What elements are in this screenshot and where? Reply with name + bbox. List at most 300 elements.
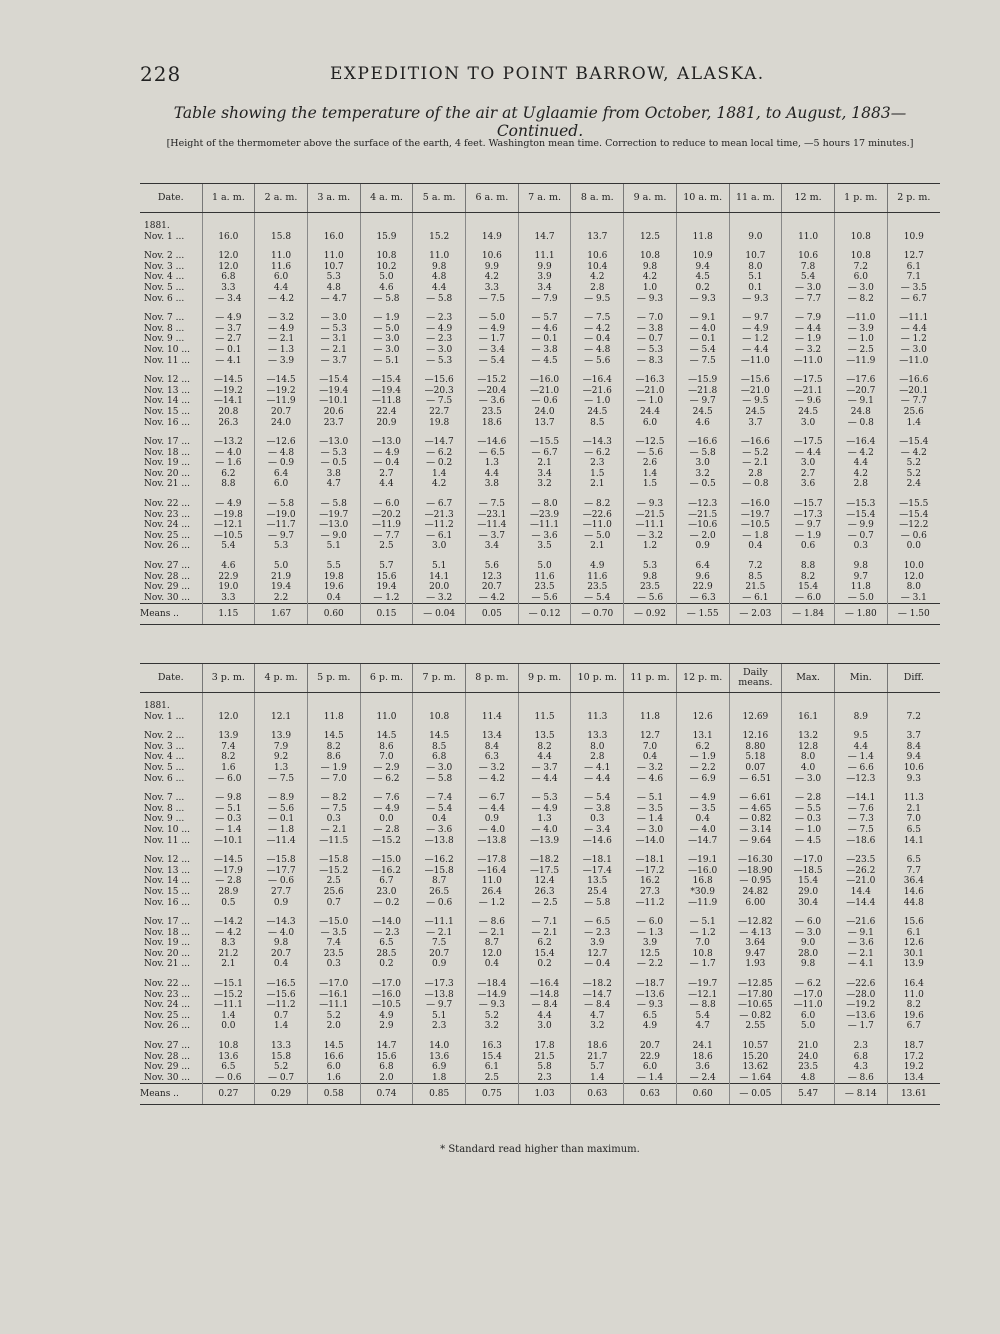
value-cell: — 9.9 (834, 520, 887, 531)
value-cell: 13.9 (255, 722, 308, 742)
value-cell: — 0.2 (360, 898, 413, 909)
value-cell (255, 693, 308, 712)
value-cell: —11.2 (624, 898, 677, 909)
value-cell: 4.2 (413, 479, 466, 490)
value-cell: — 5.3 (518, 784, 571, 804)
value-cell: —15.4 (887, 428, 940, 448)
value-cell: 21.5 (729, 582, 782, 593)
value-cell: — 4.9 (202, 304, 255, 324)
value-cell: — 4.9 (360, 448, 413, 459)
value-cell: 4.4 (518, 1011, 571, 1022)
value-cell: —16.1 (307, 990, 360, 1001)
value-cell: — 3.6 (834, 938, 887, 949)
value-cell: — 4.6 (624, 774, 677, 785)
value-cell: 14.9 (466, 232, 519, 243)
date-cell: Nov. 6 ... (144, 293, 185, 304)
value-cell: 3.8 (307, 469, 360, 480)
value-cell: 12.0 (202, 262, 255, 273)
value-cell: — 1.7 (676, 959, 729, 970)
value-cell: — 4.9 (466, 324, 519, 335)
date-cell: Nov. 17 ... (144, 917, 190, 928)
value-cell: — 7.0 (624, 304, 677, 324)
value-cell: — 5.4 (571, 593, 624, 604)
table-row (140, 552, 940, 572)
value-cell (624, 693, 677, 712)
value-cell: 5.1 (307, 541, 360, 552)
table-row (140, 356, 940, 367)
header-row (140, 184, 940, 213)
table-row (140, 242, 940, 262)
date-cell: Nov. 23 ... (144, 989, 190, 1000)
value-cell: — 4.0 (676, 825, 729, 836)
value-cell: — 5.8 (360, 294, 413, 305)
value-cell: 19.4 (255, 582, 308, 593)
value-cell: —17.0 (307, 970, 360, 990)
value-cell: —11.1 (887, 304, 940, 324)
value-cell: —15.3 (834, 490, 887, 510)
value-cell: — 7.9 (782, 304, 835, 324)
value-cell: 6.2 (676, 742, 729, 753)
table-row (140, 304, 940, 324)
value-cell: 4.7 (571, 1011, 624, 1022)
value-cell: — 0.4 (571, 334, 624, 345)
value-cell: — 5.4 (571, 784, 624, 804)
value-cell: 15.9 (360, 232, 413, 243)
date-cell: Nov. 16 ... (144, 897, 190, 908)
value-cell: 26.3 (202, 418, 255, 429)
value-cell: — 9.7 (782, 520, 835, 531)
value-cell: 5.3 (255, 541, 308, 552)
value-cell: 13.3 (571, 722, 624, 742)
value-cell: —11.9 (676, 898, 729, 909)
value-cell: 9.5 (834, 722, 887, 742)
value-cell: — 5.0 (834, 593, 887, 604)
value-cell: —23.9 (518, 510, 571, 521)
value-cell: 21.2 (202, 949, 255, 960)
value-cell: 5.2 (466, 1011, 519, 1022)
value-cell: 5.2 (255, 1062, 308, 1073)
value-cell: — 2.3 (413, 304, 466, 324)
value-cell: — 4.4 (518, 774, 571, 785)
value-cell: 6.1 (887, 262, 940, 273)
value-cell: — 2.3 (571, 928, 624, 939)
value-cell: 18.6 (676, 1052, 729, 1063)
value-cell: 9.8 (413, 262, 466, 273)
value-cell: 0.9 (676, 541, 729, 552)
value-cell: — 9.7 (255, 531, 308, 542)
value-cell: 2.1 (202, 959, 255, 970)
value-cell: 9.2 (255, 752, 308, 763)
value-cell: 10.8 (834, 242, 887, 262)
value-cell: 11.4 (466, 712, 519, 723)
value-cell: —21.5 (624, 510, 677, 521)
value-cell: — 6.9 (676, 774, 729, 785)
value-cell: — 6.1 (413, 531, 466, 542)
value-cell: — 0.8 (729, 479, 782, 490)
value-cell: 8.4 (466, 742, 519, 753)
table-row (140, 876, 940, 887)
value-cell: —11.1 (202, 1000, 255, 1011)
value-cell (834, 213, 887, 232)
value-cell: — 9.0 (307, 531, 360, 542)
value-cell: 10.9 (676, 242, 729, 262)
value-cell: 0.2 (676, 283, 729, 294)
value-cell: 0.0 (202, 1021, 255, 1032)
table-row (140, 1000, 940, 1011)
value-cell: 12.0 (466, 949, 519, 960)
value-cell: 7.0 (887, 814, 940, 825)
value-cell: — 5.8 (307, 490, 360, 510)
table-row (140, 898, 940, 909)
value-cell: 4.2 (571, 272, 624, 283)
value-cell: 2.0 (360, 1073, 413, 1084)
value-cell: —14.3 (571, 428, 624, 448)
value-cell: —13.2 (202, 428, 255, 448)
value-cell: 12.16 (729, 722, 782, 742)
date-cell: Nov. 29 ... (144, 582, 190, 593)
value-cell: 22.9 (624, 1052, 677, 1063)
value-cell: 23.7 (307, 418, 360, 429)
value-cell: 24.0 (782, 1052, 835, 1063)
value-cell: 21.0 (782, 1032, 835, 1052)
value-cell: 14.0 (413, 1032, 466, 1052)
value-cell: —11.5 (307, 836, 360, 847)
value-cell: 11.3 (571, 712, 624, 723)
value-cell: — 6.1 (729, 593, 782, 604)
page-number: 228 (140, 62, 182, 86)
value-cell: 8.5 (413, 742, 466, 753)
value-cell: —13.0 (360, 428, 413, 448)
value-cell: 11.8 (624, 712, 677, 723)
value-cell: — 2.8 (782, 784, 835, 804)
date-cell: Nov. 8 ... (144, 323, 185, 334)
value-cell: — 4.2 (887, 448, 940, 459)
value-cell: 28.0 (782, 949, 835, 960)
value-cell: 13.9 (887, 959, 940, 970)
value-cell: —14.5 (255, 366, 308, 386)
date-cell: Nov. 19 ... (144, 458, 190, 469)
value-cell: — 2.4 (676, 1073, 729, 1084)
value-cell: 3.0 (782, 418, 835, 429)
value-cell: 22.4 (360, 407, 413, 418)
value-cell: —12.1 (676, 990, 729, 1001)
value-cell: 10.7 (729, 242, 782, 262)
value-cell: 9.6 (676, 572, 729, 583)
date-cell: Nov. 10 ... (144, 824, 190, 835)
value-cell: 14.4 (834, 887, 887, 898)
value-cell: —17.0 (782, 846, 835, 866)
value-cell: — 6.61 (729, 784, 782, 804)
value-cell: 20.7 (624, 1032, 677, 1052)
value-cell: 2.1 (518, 458, 571, 469)
value-cell: 9.47 (729, 949, 782, 960)
value-cell: 3.2 (466, 1021, 519, 1032)
value-cell: 10.7 (307, 262, 360, 273)
value-cell: — 4.4 (729, 345, 782, 356)
value-cell: 4.9 (360, 1011, 413, 1022)
value-cell: 7.4 (202, 742, 255, 753)
value-cell: — 0.3 (202, 814, 255, 825)
means-cell: 0.63 (571, 1084, 624, 1105)
means-cell: 0.05 (466, 604, 519, 625)
value-cell: —10.1 (202, 836, 255, 847)
value-cell: 6.7 (887, 1021, 940, 1032)
value-cell: —16.5 (255, 970, 308, 990)
table-row (140, 272, 940, 283)
table-row (140, 836, 940, 847)
value-cell: — 8.2 (834, 294, 887, 305)
value-cell: —19.7 (729, 510, 782, 521)
value-cell: — 3.1 (887, 593, 940, 604)
column-header: 4 p. m. (255, 664, 308, 693)
value-cell: — 4.9 (202, 490, 255, 510)
value-cell: —12.3 (676, 490, 729, 510)
table-row (140, 469, 940, 480)
column-header: 9 p. m. (518, 664, 571, 693)
value-cell: 4.6 (202, 552, 255, 572)
value-cell: —15.4 (887, 510, 940, 521)
value-cell: —20.7 (834, 386, 887, 397)
value-cell: 12.6 (676, 712, 729, 723)
value-cell: —16.0 (518, 366, 571, 386)
value-cell: 2.5 (466, 1073, 519, 1084)
value-cell: 10.8 (413, 712, 466, 723)
value-cell: 0.4 (624, 752, 677, 763)
value-cell: —16.30 (729, 846, 782, 866)
value-cell: — 0.5 (307, 458, 360, 469)
value-cell: — 4.9 (518, 804, 571, 815)
value-cell: 8.0 (887, 582, 940, 593)
date-column-header: Date. (140, 184, 202, 213)
value-cell: — 9.7 (676, 396, 729, 407)
value-cell: — 2.1 (466, 928, 519, 939)
value-cell: —11.0 (887, 356, 940, 367)
value-cell: 13.5 (571, 876, 624, 887)
value-cell: —11.1 (307, 1000, 360, 1011)
value-cell: —19.8 (202, 510, 255, 521)
value-cell: 10.0 (887, 552, 940, 572)
value-cell: 0.0 (887, 541, 940, 552)
value-cell: —17.8 (466, 846, 519, 866)
temperature-table-am (140, 183, 940, 625)
page-header (140, 62, 940, 92)
means-row (140, 1084, 940, 1105)
value-cell: —13.8 (466, 836, 519, 847)
table-row (140, 1011, 940, 1022)
value-cell: — 6.7 (466, 784, 519, 804)
value-cell: 4.7 (307, 479, 360, 490)
value-cell: —12.5 (624, 428, 677, 448)
table-row (140, 928, 940, 939)
value-cell: 1.6 (307, 1073, 360, 1084)
value-cell: 6.8 (202, 272, 255, 283)
table-row (140, 448, 940, 459)
value-cell: 1.4 (413, 469, 466, 480)
value-cell: 7.0 (624, 742, 677, 753)
value-cell: 20.7 (466, 582, 519, 593)
value-cell: 7.4 (307, 938, 360, 949)
table-row (140, 846, 940, 866)
value-cell: —17.80 (729, 990, 782, 1001)
value-cell: 2.3 (413, 1021, 466, 1032)
value-cell (834, 693, 887, 712)
value-cell: 26.3 (518, 887, 571, 898)
value-cell: 0.4 (676, 814, 729, 825)
date-cell: Nov. 24 ... (144, 1000, 190, 1011)
value-cell: — 0.9 (255, 458, 308, 469)
value-cell: 8.0 (571, 742, 624, 753)
value-cell: 4.4 (255, 283, 308, 294)
value-cell: —11.0 (782, 1000, 835, 1011)
value-cell: 13.7 (571, 232, 624, 243)
value-cell: — 3.0 (782, 774, 835, 785)
value-cell: —14.7 (571, 990, 624, 1001)
table-row (140, 366, 940, 386)
value-cell: — 2.1 (307, 345, 360, 356)
value-cell: — 0.82 (729, 814, 782, 825)
date-cell: Nov. 30 ... (144, 592, 190, 603)
value-cell: — 4.9 (360, 804, 413, 815)
value-cell: 2.1 (887, 804, 940, 815)
value-cell: —16.0 (360, 990, 413, 1001)
value-cell: — 7.3 (834, 814, 887, 825)
value-cell: —17.3 (413, 970, 466, 990)
column-header: 3 a. m. (307, 184, 360, 213)
value-cell: — 0.6 (202, 1073, 255, 1084)
value-cell: 0.2 (518, 959, 571, 970)
value-cell: — 1.2 (887, 334, 940, 345)
value-cell: 11.1 (518, 242, 571, 262)
value-cell: 4.7 (676, 1021, 729, 1032)
value-cell: 19.8 (413, 418, 466, 429)
value-cell: 6.5 (887, 846, 940, 866)
value-cell: 15.4 (782, 582, 835, 593)
value-cell: —11.1 (518, 520, 571, 531)
value-cell: 22.9 (676, 582, 729, 593)
value-cell: — 5.3 (624, 345, 677, 356)
value-cell: —12.3 (834, 774, 887, 785)
date-cell: Nov. 16 ... (144, 417, 190, 428)
value-cell: 3.2 (571, 1021, 624, 1032)
table-caption: Table showing the temperature of the air at Uglaamie from October, 1881, to August, 1883—Continued. (173, 104, 907, 140)
value-cell: 3.6 (782, 479, 835, 490)
table-row (140, 825, 940, 836)
table-row (140, 510, 940, 521)
value-cell: — 6.2 (782, 970, 835, 990)
table-row (140, 752, 940, 763)
value-cell: 16.4 (887, 970, 940, 990)
value-cell: —16.4 (834, 428, 887, 448)
date-cell: Nov. 4 ... (144, 272, 185, 283)
value-cell: — 4.4 (571, 774, 624, 785)
value-cell: — 8.6 (834, 1073, 887, 1084)
value-cell: —11.8 (360, 396, 413, 407)
value-cell: —17.5 (518, 866, 571, 877)
value-cell: 6.7 (360, 876, 413, 887)
value-cell: 1.0 (624, 283, 677, 294)
value-cell: — 7.5 (834, 825, 887, 836)
value-cell: —20.2 (360, 510, 413, 521)
value-cell: 4.4 (834, 742, 887, 753)
value-cell: 9.4 (676, 262, 729, 273)
value-cell: — 3.0 (307, 304, 360, 324)
value-cell: — 9.3 (624, 294, 677, 305)
value-cell: — 9.3 (466, 1000, 519, 1011)
value-cell: — 7.5 (571, 304, 624, 324)
value-cell: 8.6 (360, 742, 413, 753)
value-cell: — 0.2 (413, 458, 466, 469)
value-cell: 6.0 (624, 1062, 677, 1073)
value-cell: — 3.8 (571, 804, 624, 815)
value-cell: 7.2 (729, 552, 782, 572)
date-cell: Nov. 7 ... (144, 313, 185, 324)
table-row (140, 938, 940, 949)
value-cell: — 4.6 (518, 324, 571, 335)
value-cell: —17.7 (255, 866, 308, 877)
value-cell: — 9.7 (729, 304, 782, 324)
value-cell: — 4.0 (202, 448, 255, 459)
value-cell: —23.1 (466, 510, 519, 521)
date-cell: Nov. 27 ... (144, 1041, 190, 1052)
value-cell: 12.69 (729, 712, 782, 723)
table-row (140, 520, 940, 531)
value-cell: 23.5 (466, 407, 519, 418)
value-cell: —13.0 (307, 428, 360, 448)
value-cell: 6.5 (360, 938, 413, 949)
table-row (140, 784, 940, 804)
table-row (140, 407, 940, 418)
value-cell: —14.4 (834, 898, 887, 909)
value-cell: 7.7 (887, 866, 940, 877)
column-header: 4 a. m. (360, 184, 413, 213)
date-cell: Nov. 20 ... (144, 948, 190, 959)
value-cell: 23.5 (518, 582, 571, 593)
value-cell: —16.0 (729, 490, 782, 510)
value-cell: 1.93 (729, 959, 782, 970)
value-cell: — 3.2 (413, 593, 466, 604)
value-cell: 0.4 (466, 959, 519, 970)
value-cell: — 4.8 (255, 448, 308, 459)
value-cell (466, 213, 519, 232)
value-cell: — 5.8 (413, 294, 466, 305)
value-cell: 26.4 (466, 887, 519, 898)
value-cell: — 5.3 (307, 324, 360, 335)
value-cell: 18.6 (466, 418, 519, 429)
value-cell: —11.0 (782, 356, 835, 367)
value-cell: — 4.7 (307, 294, 360, 305)
value-cell: 3.0 (413, 541, 466, 552)
value-cell: —17.5 (782, 366, 835, 386)
value-cell: —15.5 (518, 428, 571, 448)
value-cell: — 4.9 (729, 324, 782, 335)
value-cell: 1.4 (624, 469, 677, 480)
value-cell: 11.0 (360, 712, 413, 723)
value-cell: 3.9 (571, 938, 624, 949)
value-cell: —15.6 (255, 990, 308, 1001)
date-cell: Nov. 2 ... (144, 251, 185, 262)
value-cell: —21.0 (518, 386, 571, 397)
column-header: 2 a. m. (255, 184, 308, 213)
value-cell (887, 213, 940, 232)
value-cell: 2.8 (571, 752, 624, 763)
means-cell: 13.61 (887, 1084, 940, 1105)
value-cell: 24.0 (255, 418, 308, 429)
value-cell: — 2.1 (413, 928, 466, 939)
value-cell: — 5.5 (782, 804, 835, 815)
value-cell: —12.85 (729, 970, 782, 990)
date-cell: Nov. 12 ... (144, 855, 190, 866)
value-cell: —16.6 (676, 428, 729, 448)
